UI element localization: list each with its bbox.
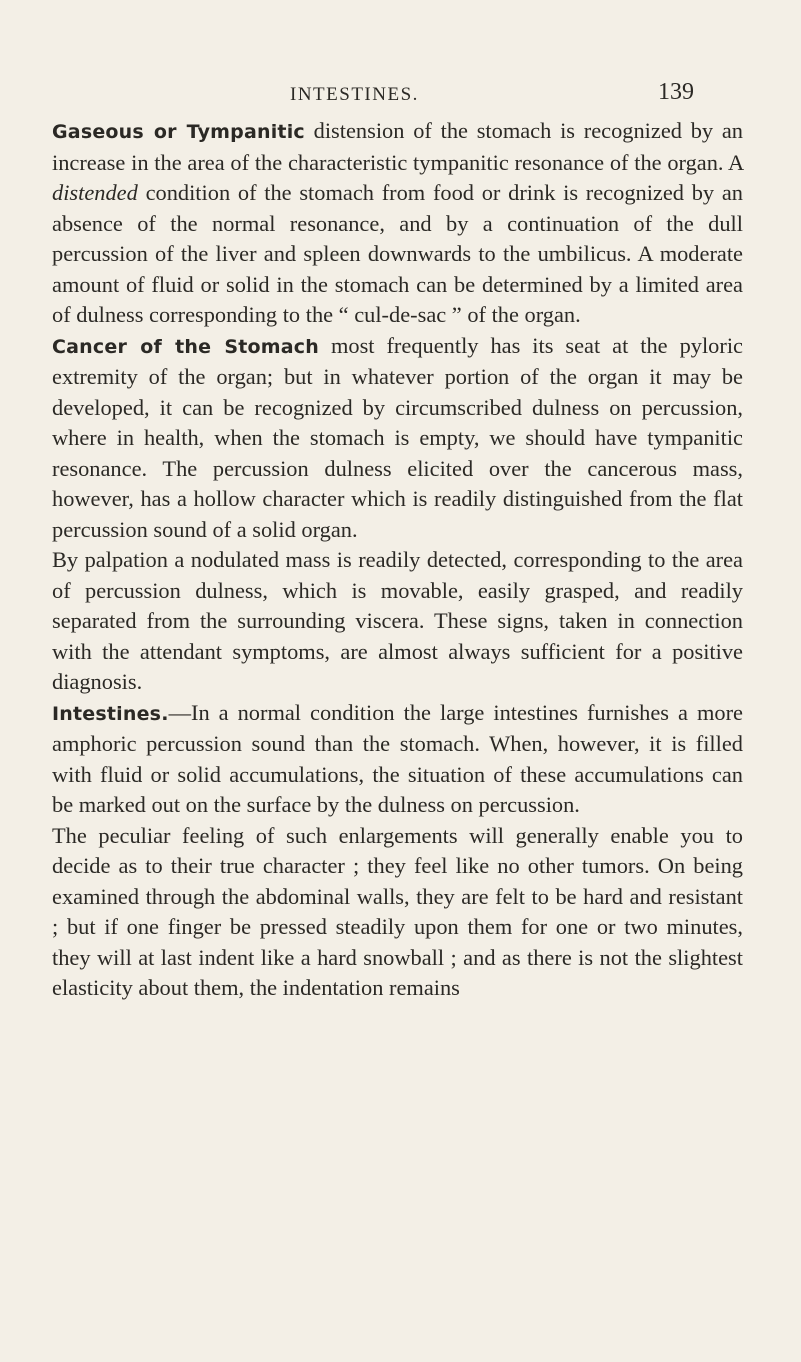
paragraph-text: condition of the stomach from food or drink is recognized by an absence of the normal resonance, and by a continuation of the dull percussion of the liver and spleen downwards to the umbilicus. A moderate amount of fluid or solid in the stomach can be determined by a limited area of dulness corresponding to the “ cul-de-sac ” of the organ. <box>52 180 743 327</box>
page-number: 139 <box>658 79 694 105</box>
running-head <box>0 79 801 114</box>
paragraph-intestines <box>52 698 743 821</box>
paragraph-text: distension of the stomach is recognized by an increase in the area of the characteristic tympanitic resonance of the organ. A <box>52 118 743 175</box>
paragraph-text: most frequently has its seat at the pyloric extremity of the organ; but in whatever portion of the organ it may be developed, it can be recognized by circumscribed dulness on percussion, where in health, when the stomach is empty, we should have tympanitic resonance. The percussion dulness elicited over the cancerous mass, however, has a hollow character which is readily distinguished from the flat percussion sound of a solid organ. <box>52 332 743 542</box>
paragraph-text: The peculiar feeling of such enlargements will generally enable you to decide as to their true character ; they feel like no other tumors. On being examined through the abdominal walls, they are felt to be hard and resistant ; but if one finger be pressed steadily upon them for one or two minutes, they will at last indent like a hard snowball ; and as there is not the slightest elasticity about them, the indentation remains <box>52 822 743 1000</box>
subhead-intestines: Intestines. <box>52 702 169 725</box>
paragraph-text: —In a normal condition the large intestines furnishes a more amphoric percussion sound than the stomach. When, however, it is filled with fluid or solid accumulations, the situation of these accumulations can be marked out on the surface by the dulness on percussion. <box>52 699 743 817</box>
paragraph-text: By palpation a nodulated mass is readily detected, corresponding to the area of percussion dulness, which is movable, easily grasped, and readily separated from the surrounding viscera. These signs, taken in connection with the attendant symptoms, are almost always sufficient for a positive diagnosis. <box>52 547 743 694</box>
subhead-cancer: Cancer of the Stomach <box>52 335 319 358</box>
paragraph-cancer-of-stomach <box>52 331 743 546</box>
running-head-title: INTESTINES. <box>290 84 419 105</box>
body-text <box>52 116 743 1004</box>
subhead-gaseous: Gaseous or Tympanitic <box>52 121 305 143</box>
italic-term: distended <box>52 180 138 205</box>
paragraph-gaseous-distension <box>52 116 743 331</box>
paragraph-enlargements <box>52 821 743 1004</box>
paragraph-palpation <box>52 545 743 698</box>
